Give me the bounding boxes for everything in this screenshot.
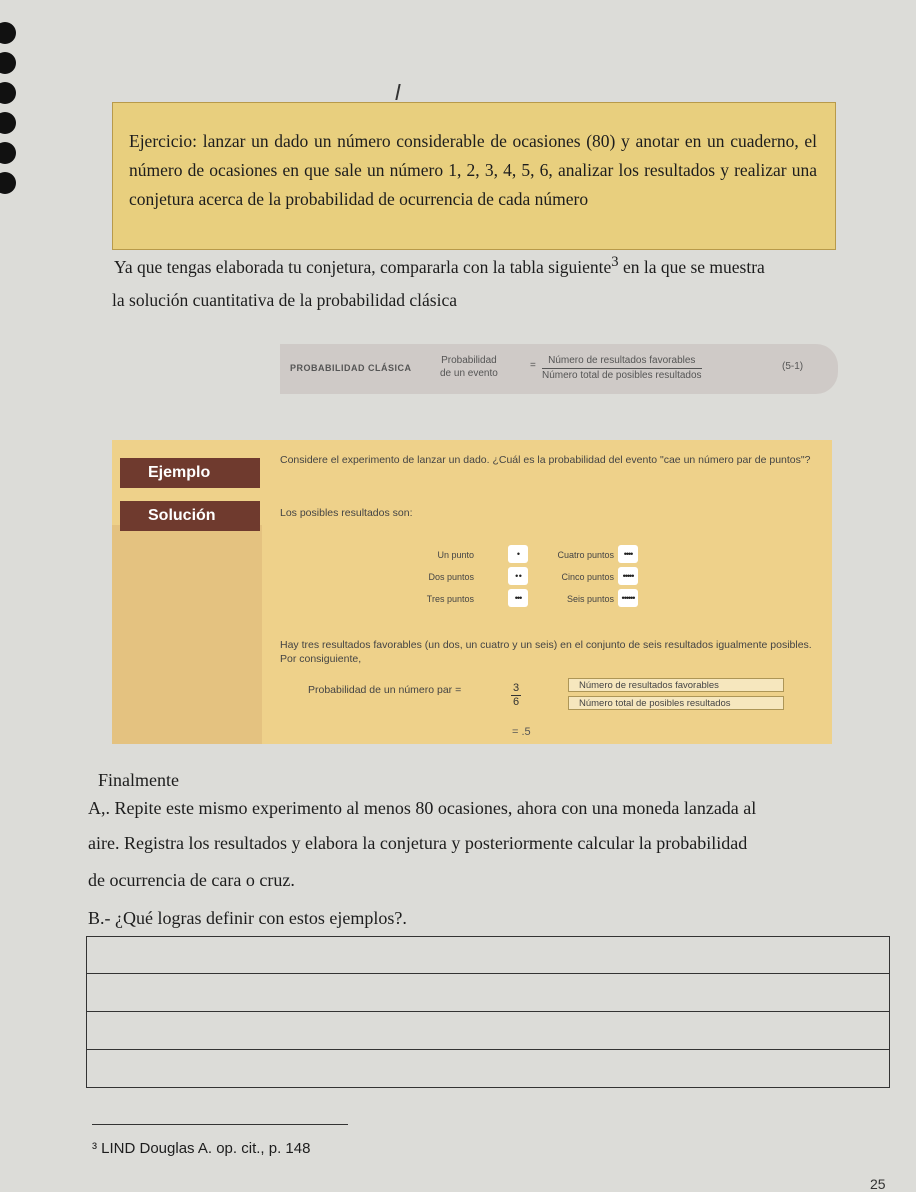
example-text: Considere el experimento de lanzar un dado. ¿Cuál es la probabilidad del evento "cae un número par de puntos"? xyxy=(280,454,811,466)
result-text: Hay tres resultados favorables (un dos, un cuatro y un seis) en el conjunto de seis resultados igualmente posibles. Por consiguiente, xyxy=(280,639,812,665)
result-value: = .5 xyxy=(512,726,531,738)
die-label: Cinco puntos xyxy=(561,572,614,582)
question-a-line-3: de ocurrencia de cara o cruz. xyxy=(88,870,295,890)
die-label: Dos puntos xyxy=(428,572,474,582)
dice-outcomes xyxy=(374,534,674,618)
formula-equals: = xyxy=(530,360,536,371)
exercise-text: lanzar un dado un número considerable de ocasiones (80) y anotar en un cuaderno, el número de ocasiones en que sale un número 1, 2, 3, 4, 5, 6, analizar los resultados y realizar una conjetura acerca de la probabilidad de ocurrencia de cada número xyxy=(129,131,818,209)
classical-probability-formula xyxy=(280,344,838,394)
example-tag: Ejemplo xyxy=(120,458,260,488)
pen-mark xyxy=(389,84,400,100)
solution-text: Los posibles resultados son: xyxy=(280,507,413,519)
binder-hole xyxy=(0,172,16,194)
footnote: ³ LIND Douglas A. op. cit., p. 148 xyxy=(92,1140,311,1157)
intro-line: Ya que tengas elaborada tu conjetura, compararla con la tabla siguiente$^3$ en la que se muestra xyxy=(114,254,765,277)
binder-hole xyxy=(0,142,16,164)
die-label: Cuatro puntos xyxy=(557,550,614,560)
probability-fraction: $\frac{3}{6}$ xyxy=(513,682,520,708)
die-face-icon: ••• xyxy=(508,589,528,607)
answer-lines[interactable] xyxy=(86,936,890,1088)
footnote-rule xyxy=(92,1124,348,1125)
formula-label: PROBABILIDAD CLÁSICA xyxy=(290,363,412,373)
die-label: Un punto xyxy=(437,550,474,560)
formula-lhs: Probabilidad de un evento xyxy=(440,355,498,379)
die-face-icon: •••• xyxy=(618,545,638,563)
question-a-line-1: A,. Repite este mismo experimento al menos 80 ocasiones, ahora con una moneda lanzada al xyxy=(88,798,757,818)
die-label: Tres puntos xyxy=(426,594,474,604)
exercise-label: Ejercicio: xyxy=(129,131,198,151)
intro-line-2: la solución cuantitativa de la probabilidad clásica xyxy=(112,290,458,310)
example-panel xyxy=(112,440,832,744)
panel-left-column xyxy=(112,525,262,744)
probability-label: Probabilidad de un número par = xyxy=(308,684,462,696)
question-b: B.- ¿Qué logras definir con estos ejemplos?. xyxy=(88,908,407,928)
die-face-icon: • • xyxy=(508,567,528,585)
exercise-box xyxy=(112,102,836,250)
section-heading: Finalmente xyxy=(98,770,179,790)
favorable-pill: Número de resultados favorables xyxy=(568,678,784,692)
answer-line xyxy=(87,1011,889,1012)
die-face-icon: •••••• xyxy=(618,589,638,607)
die-face-icon: • xyxy=(508,545,528,563)
solution-tag: Solución xyxy=(120,501,260,531)
binder-hole xyxy=(0,52,16,74)
formula-ref: (5-1) xyxy=(782,361,804,372)
answer-line xyxy=(87,1049,889,1050)
total-pill: Número total de posibles resultados xyxy=(568,696,784,710)
die-label: Seis puntos xyxy=(566,594,614,604)
binder-hole xyxy=(0,112,16,134)
question-a-line-2: aire. Registra los resultados y elabora la conjetura y posteriormente calcular la probabilidad xyxy=(88,833,748,853)
binder-hole xyxy=(0,22,16,44)
binder-hole xyxy=(0,82,16,104)
die-face-icon: ••••• xyxy=(618,567,638,585)
answer-line xyxy=(87,973,889,974)
page-number: 25 xyxy=(870,1176,886,1192)
footnote-ref: 3 xyxy=(611,254,619,270)
formula-fraction: Número de resultados favorables Número total de posibles resultados xyxy=(542,355,702,381)
